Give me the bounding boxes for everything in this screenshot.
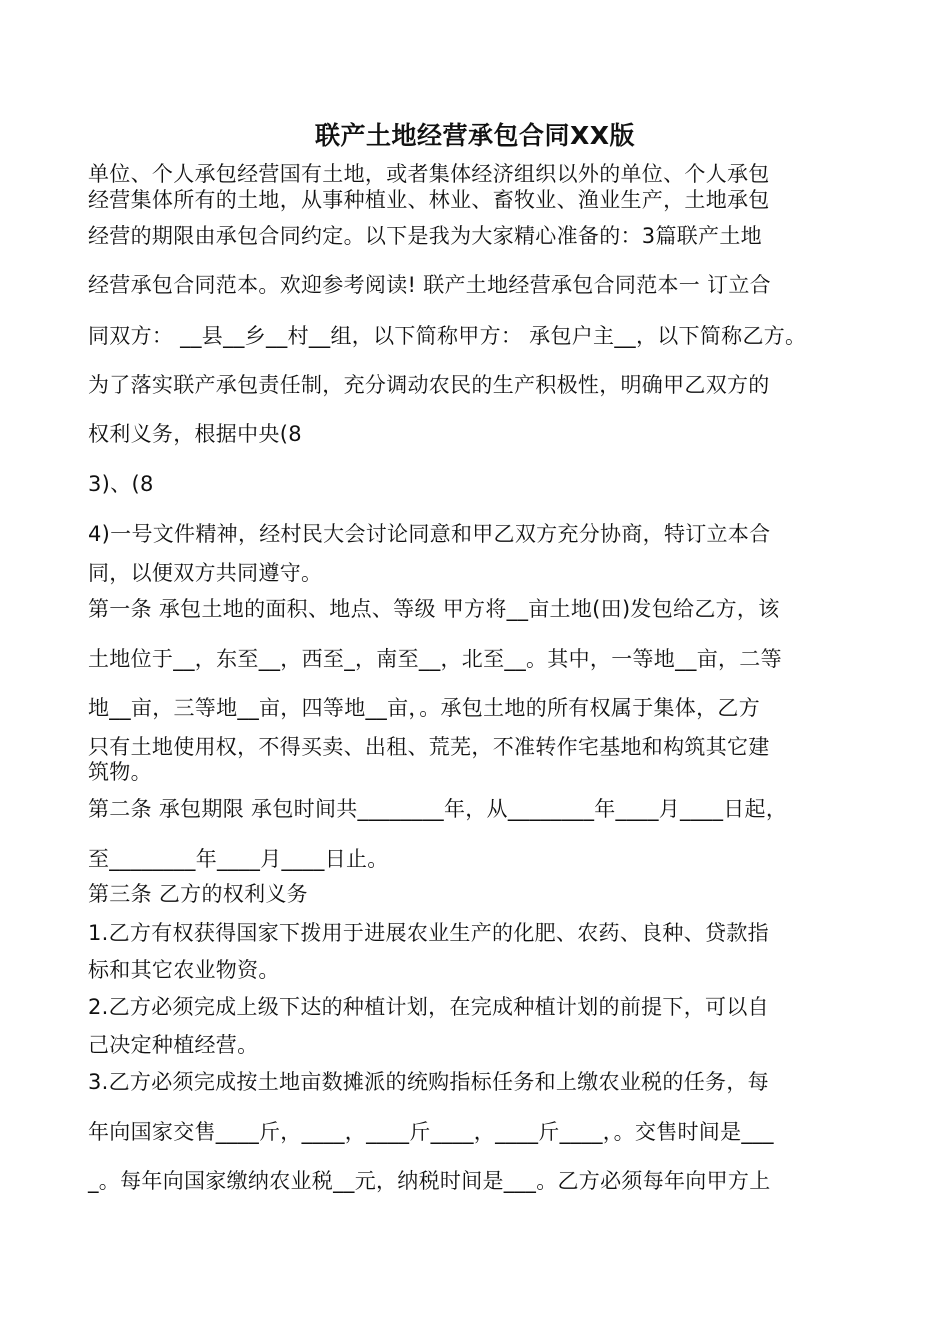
body-line: 3.乙方必须完成按土地亩数摊派的统购指标任务和上缴农业税的任务，每 [88,1070,769,1094]
section-heading: 第三条 乙方的权利义务 [88,882,308,906]
body-line: 为了落实联产承包责任制，充分调动农民的生产积极性，明确甲乙双方的 [88,373,770,397]
body-line: 1.乙方有权获得国家下拨用于进展农业生产的化肥、农药、良种、贷款指 [88,921,769,945]
body-line: 同，以便双方共同遵守。 [88,561,323,585]
body-line: 3)、(8 [88,472,154,496]
body-line: 第二条 承包期限 承包时间共________年，从________年____月____日起， [88,797,788,821]
body-line: 年向国家交售____斤，____，____斤____，____斤____，。交售时间是___ [88,1120,774,1144]
body-line: 权利义务，根据中央(8 [88,422,302,446]
body-line: 至________年____月____日止。 [88,847,389,871]
body-line: 经营的期限由承包合同约定。以下是我为大家精心准备的：3篇联产土地 [88,224,762,248]
body-line: 经营承包合同范本。欢迎参考阅读! 联产土地经营承包合同范本一 订立合 [88,273,771,297]
body-line: 筑物。 [88,760,152,784]
body-line: 只有土地使用权，不得买卖、出租、荒芜，不准转作宅基地和构筑其它建 [88,735,770,759]
body-line: 己决定种植经营。 [88,1033,259,1057]
body-line: 单位、个人承包经营国有土地，或者集体经济组织以外的单位、个人承包 [88,162,770,186]
body-line: 第一条 承包土地的面积、地点、等级 甲方将__亩土地(田)发包给乙方，该 [88,597,780,621]
body-line: 经营集体所有的土地，从事种植业、林业、畜牧业、渔业生产，土地承包 [88,188,770,212]
body-line: 地__亩，三等地__亩，四等地__亩，。承包土地的所有权属于集体，乙方 [88,696,760,720]
body-line: _。每年向国家缴纳农业税__元，纳税时间是___。乙方必须每年向甲方上 [88,1169,771,1193]
body-line: 2.乙方必须完成上级下达的种植计划，在完成种植计划的前提下，可以自 [88,995,769,1019]
body-line: 标和其它农业物资。 [88,958,280,982]
body-line: 同双方： __县__乡__村__组，以下简称甲方： 承包户主__，以下简称乙方。 [88,324,807,348]
document-title: 联产土地经营承包合同XX版 [314,121,636,150]
body-line: 土地位于__，东至__，西至_，南至__，北至__。其中，一等地__亩，二等 [88,647,782,671]
body-line: 4)一号文件精神，经村民大会讨论同意和甲乙双方充分协商，特订立本合 [88,522,771,546]
